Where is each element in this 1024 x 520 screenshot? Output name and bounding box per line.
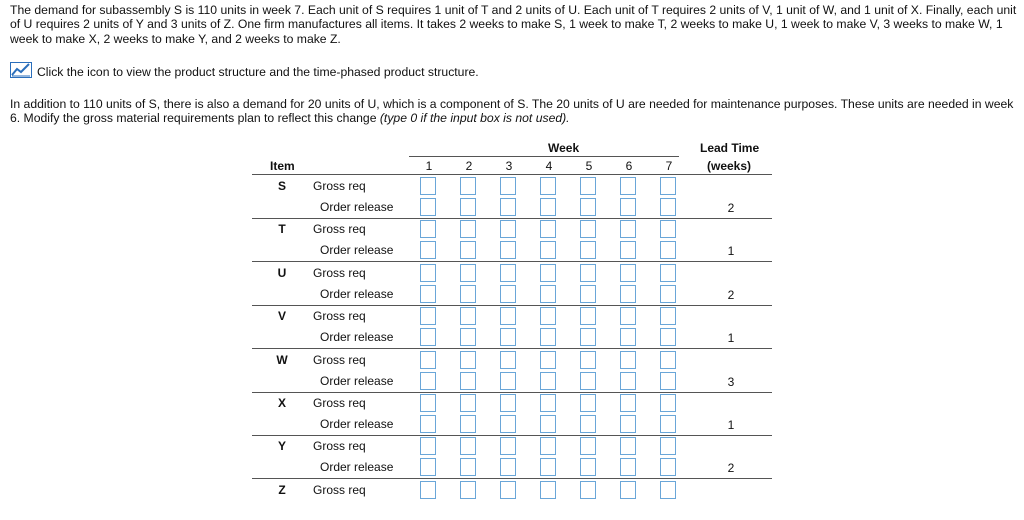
item-v-gross-req-week-5-input[interactable]	[580, 307, 596, 325]
item-z-gross-req-week-4-input[interactable]	[540, 481, 556, 499]
item-t-gross-req-week-2-input[interactable]	[460, 220, 476, 238]
item-y-order-release-week-5-input[interactable]	[580, 458, 596, 476]
item-u-order-release-week-2-input[interactable]	[460, 285, 476, 303]
order-release-label: Order release	[320, 243, 394, 258]
gross-req-label: Gross req	[313, 179, 366, 193]
item-u-order-release-week-4-input[interactable]	[540, 285, 556, 303]
lead-time-units: (weeks)	[707, 159, 752, 173]
item-y-gross-req-week-2-input[interactable]	[460, 437, 476, 455]
chart-icon[interactable]	[10, 62, 32, 81]
item-v-gross-req-week-3-input[interactable]	[500, 307, 516, 325]
item-w-order-release-week-4-input[interactable]	[540, 372, 556, 390]
item-w-order-release-week-7-input[interactable]	[660, 372, 676, 390]
gross-req-label: Gross req	[313, 222, 366, 237]
item-x-gross-req-week-6-input[interactable]	[620, 394, 636, 412]
item-u-order-release-week-1-input[interactable]	[420, 285, 436, 303]
item-x-gross-req-week-4-input[interactable]	[540, 394, 556, 412]
item-s-order-release-week-3-input[interactable]	[500, 198, 516, 216]
item-x-order-release-week-2-input[interactable]	[460, 415, 476, 433]
item-x-label: X	[277, 396, 286, 410]
item-y-gross-req-week-5-input[interactable]	[580, 437, 596, 455]
item-x-gross-req-week-2-input[interactable]	[460, 394, 476, 412]
item-t-label: T	[278, 222, 286, 237]
item-s-gross-req-week-4-input[interactable]	[540, 177, 556, 195]
item-u-label: U	[277, 265, 287, 280]
item-x-gross-req-week-7-input[interactable]	[660, 394, 676, 412]
item-t-order-release-week-6-input[interactable]	[620, 241, 636, 259]
item-w-gross-req-week-4-input[interactable]	[540, 351, 556, 369]
item-v-gross-req-week-2-input[interactable]	[460, 307, 476, 325]
row-divider	[252, 305, 772, 306]
item-t-gross-req-week-3-input[interactable]	[500, 220, 516, 238]
item-x-gross-req-week-5-input[interactable]	[580, 394, 596, 412]
item-z-label: Z	[278, 482, 286, 497]
item-t-gross-req-week-7-input[interactable]	[660, 220, 676, 238]
item-x-order-release-week-1-input[interactable]	[420, 415, 436, 433]
item-w-order-release-week-3-input[interactable]	[500, 372, 516, 390]
header-rule	[252, 174, 772, 175]
item-t-order-release-week-3-input[interactable]	[500, 241, 516, 259]
item-u-gross-req-week-1-input[interactable]	[420, 264, 436, 282]
week-number: 7	[665, 159, 673, 173]
item-v-order-release-week-1-input[interactable]	[420, 328, 436, 346]
item-s-order-release-week-5-input[interactable]	[580, 198, 596, 216]
item-y-gross-req-week-1-input[interactable]	[420, 437, 436, 455]
item-y-order-release-week-7-input[interactable]	[660, 458, 676, 476]
item-w-order-release-week-6-input[interactable]	[620, 372, 636, 390]
item-u-gross-req-week-7-input[interactable]	[660, 264, 676, 282]
item-x-gross-req-week-1-input[interactable]	[420, 394, 436, 412]
item-u-gross-req-week-3-input[interactable]	[500, 264, 516, 282]
item-w-order-release-week-1-input[interactable]	[420, 372, 436, 390]
item-s-gross-req-week-2-input[interactable]	[460, 177, 476, 195]
item-t-order-release-week-5-input[interactable]	[580, 241, 596, 259]
item-y-order-release-week-4-input[interactable]	[540, 458, 556, 476]
item-y-lead-time: 2	[727, 461, 735, 476]
item-s-order-release-week-7-input[interactable]	[660, 198, 676, 216]
item-v-label: V	[277, 309, 286, 324]
item-u-lead-time: 2	[727, 287, 735, 302]
item-x-order-release-week-4-input[interactable]	[540, 415, 556, 433]
item-x-order-release-week-5-input[interactable]	[580, 415, 596, 433]
week-number: 1	[425, 159, 433, 173]
week-number: 5	[585, 159, 593, 173]
item-x-gross-req-week-3-input[interactable]	[500, 394, 516, 412]
item-w-gross-req-week-5-input[interactable]	[580, 351, 596, 369]
order-release-label: Order release	[320, 460, 394, 475]
item-s-order-release-week-1-input[interactable]	[420, 198, 436, 216]
row-divider	[252, 348, 772, 349]
item-z-gross-req-week-6-input[interactable]	[620, 481, 636, 499]
gross-req-label: Gross req	[313, 352, 366, 367]
item-w-order-release-week-5-input[interactable]	[580, 372, 596, 390]
item-v-order-release-week-2-input[interactable]	[460, 328, 476, 346]
item-s-gross-req-week-1-input[interactable]	[420, 177, 436, 195]
week-number: 4	[545, 159, 553, 173]
order-release-label: Order release	[320, 330, 394, 345]
gross-req-label: Gross req	[313, 396, 366, 410]
item-u-gross-req-week-5-input[interactable]	[580, 264, 596, 282]
instruction-text: (type 0 if the input box is not used).	[379, 111, 570, 126]
row-divider	[252, 392, 772, 393]
row-divider	[252, 218, 772, 219]
item-u-gross-req-week-4-input[interactable]	[540, 264, 556, 282]
item-y-gross-req-week-6-input[interactable]	[620, 437, 636, 455]
item-y-label: Y	[277, 439, 286, 454]
item-v-gross-req-week-1-input[interactable]	[420, 307, 436, 325]
item-z-gross-req-week-1-input[interactable]	[420, 481, 436, 499]
gross-req-label: Gross req	[313, 265, 366, 280]
item-t-lead-time: 1	[727, 244, 735, 259]
gross-req-label: Gross req	[313, 482, 366, 497]
product-structure-link[interactable]	[10, 62, 479, 81]
item-t-gross-req-week-1-input[interactable]	[420, 220, 436, 238]
item-t-gross-req-week-6-input[interactable]	[620, 220, 636, 238]
item-w-gross-req-week-2-input[interactable]	[460, 351, 476, 369]
item-w-gross-req-week-6-input[interactable]	[620, 351, 636, 369]
item-u-order-release-week-5-input[interactable]	[580, 285, 596, 303]
item-y-order-release-week-2-input[interactable]	[460, 458, 476, 476]
week-header: Week	[548, 141, 580, 155]
item-u-order-release-week-7-input[interactable]	[660, 285, 676, 303]
item-y-gross-req-week-4-input[interactable]	[540, 437, 556, 455]
item-x-order-release-week-3-input[interactable]	[500, 415, 516, 433]
item-s-gross-req-week-3-input[interactable]	[500, 177, 516, 195]
item-x-order-release-week-6-input[interactable]	[620, 415, 636, 433]
item-w-gross-req-week-7-input[interactable]	[660, 351, 676, 369]
item-s-label: S	[277, 179, 286, 193]
order-release-label: Order release	[320, 286, 394, 301]
item-t-order-release-week-7-input[interactable]	[660, 241, 676, 259]
problem-statement: The demand for subassembly S is 110 units in week 7. Each unit of S requires 1 unit of T and 2 units of U. Each unit of T requires 2 units of V, 1 unit of W, and 1 unit of X. Finally, each unit of U requires 2 units of Y and 3 units of Z. One firm manufactures all items. It takes 2 weeks to make S, 1 week to make T, 2 weeks to make U, 1 week to make V, 3 weeks to make W, 1 week to make X, 2 weeks to make Y, and 2 weeks to make Z.	[10, 3, 1017, 46]
week-underline	[409, 156, 679, 157]
item-s-lead-time: 2	[727, 201, 735, 215]
item-w-gross-req-week-1-input[interactable]	[420, 351, 436, 369]
row-divider	[252, 261, 772, 262]
item-x-lead-time: 1	[727, 418, 735, 432]
item-v-order-release-week-3-input[interactable]	[500, 328, 516, 346]
item-x-order-release-week-7-input[interactable]	[660, 415, 676, 433]
lead-time-header: Lead Time	[700, 141, 760, 155]
item-y-order-release-week-1-input[interactable]	[420, 458, 436, 476]
item-s-order-release-week-6-input[interactable]	[620, 198, 636, 216]
item-u-order-release-week-3-input[interactable]	[500, 285, 516, 303]
order-release-label: Order release	[320, 417, 394, 431]
item-w-label: W	[276, 352, 288, 367]
item-t-order-release-week-2-input[interactable]	[460, 241, 476, 259]
item-v-order-release-week-4-input[interactable]	[540, 328, 556, 346]
item-z-gross-req-week-5-input[interactable]	[580, 481, 596, 499]
week-number: 6	[625, 159, 633, 173]
row-divider	[252, 435, 772, 436]
item-u-gross-req-week-2-input[interactable]	[460, 264, 476, 282]
item-v-order-release-week-5-input[interactable]	[580, 328, 596, 346]
gross-req-label: Gross req	[313, 439, 366, 454]
item-w-gross-req-week-3-input[interactable]	[500, 351, 516, 369]
row-divider	[252, 478, 772, 479]
item-y-gross-req-week-7-input[interactable]	[660, 437, 676, 455]
week-number: 3	[505, 159, 513, 173]
item-z-gross-req-week-2-input[interactable]	[460, 481, 476, 499]
order-release-label: Order release	[320, 200, 394, 214]
item-s-gross-req-week-7-input[interactable]	[660, 177, 676, 195]
item-v-order-release-week-7-input[interactable]	[660, 328, 676, 346]
item-v-gross-req-week-7-input[interactable]	[660, 307, 676, 325]
item-v-lead-time: 1	[727, 331, 735, 346]
week-number: 2	[465, 159, 473, 173]
item-s-order-release-week-4-input[interactable]	[540, 198, 556, 216]
item-z-gross-req-week-7-input[interactable]	[660, 481, 676, 499]
gross-req-label: Gross req	[313, 309, 366, 324]
item-y-gross-req-week-3-input[interactable]	[500, 437, 516, 455]
item-t-gross-req-week-4-input[interactable]	[540, 220, 556, 238]
item-t-order-release-week-4-input[interactable]	[540, 241, 556, 259]
item-s-gross-req-week-6-input[interactable]	[620, 177, 636, 195]
item-z-gross-req-week-3-input[interactable]	[500, 481, 516, 499]
item-v-gross-req-week-6-input[interactable]	[620, 307, 636, 325]
item-s-order-release-week-2-input[interactable]	[460, 198, 476, 216]
modification-statement: In addition to 110 units of S, there is also a demand for 20 units of U, which is a component of S. The 20 units of U are needed for maintenance purposes. These units are needed in week 6. Modify the gross material requirements plan to reflect this change (type 0 if the input box is not used).	[10, 97, 1014, 126]
item-header: Item	[270, 159, 295, 173]
order-release-label: Order release	[320, 373, 394, 388]
item-v-order-release-week-6-input[interactable]	[620, 328, 636, 346]
link-text: Click the icon to view the product structure and the time-phased product structure.	[37, 64, 479, 79]
item-v-gross-req-week-4-input[interactable]	[540, 307, 556, 325]
item-s-gross-req-week-5-input[interactable]	[580, 177, 596, 195]
item-u-order-release-week-6-input[interactable]	[620, 285, 636, 303]
item-t-order-release-week-1-input[interactable]	[420, 241, 436, 259]
item-t-gross-req-week-5-input[interactable]	[580, 220, 596, 238]
item-y-order-release-week-3-input[interactable]	[500, 458, 516, 476]
item-w-order-release-week-2-input[interactable]	[460, 372, 476, 390]
item-w-lead-time: 3	[727, 374, 735, 389]
item-y-order-release-week-6-input[interactable]	[620, 458, 636, 476]
item-u-gross-req-week-6-input[interactable]	[620, 264, 636, 282]
